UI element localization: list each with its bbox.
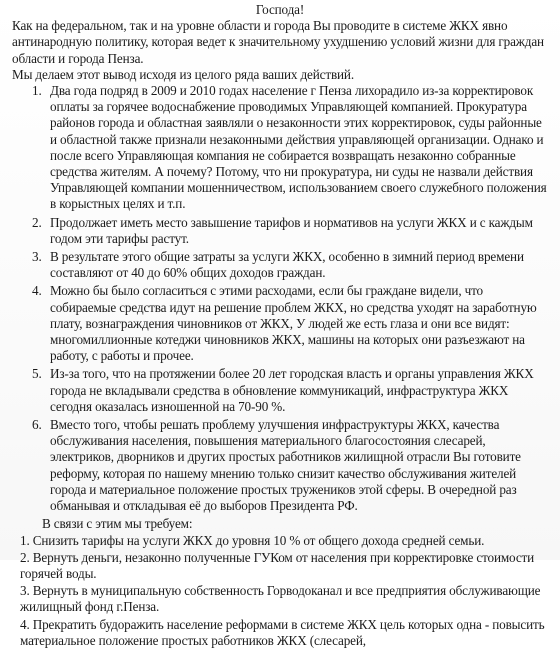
list-item-text: В результате этого общие затраты за услуги ЖКХ, особенно в зимний период времени составляют от 40 до 60% общих доходов граждан.	[50, 249, 524, 281]
list-item	[12, 83, 548, 213]
points-list	[12, 83, 548, 514]
demand-item: 1. Снизить тарифы на услуги ЖКХ до уровня 10 % от общего дохода средней семьи.	[20, 532, 485, 548]
list-item	[12, 366, 548, 415]
list-item-number: 6.	[32, 417, 42, 433]
letter-body	[12, 2, 548, 650]
demand-item: 4. Прекратить будоражить население реформами в системе ЖКХ цель которых одна - повысить материальное положение простых работников ЖКХ (слесарей,	[20, 616, 545, 648]
list-item-number: 4.	[32, 283, 42, 299]
list-item-number: 2.	[32, 214, 42, 230]
list-item-text: Вместо того, чтобы решать проблему улучшения инфраструктуры ЖКХ, качества обслуживания населения, повышения материального благосостояния слесарей, электриков, дворников и других простых работников жилищной отрасли Вы готовите реформу, которая по нашему мнению только снизит качество обслуживания жителей города и материальное положение простых тружеников этой сферы. В очередной раз обманывая и откладывая её до выборов Президента РФ.	[50, 417, 521, 514]
lead-paragraph: Мы делаем этот вывод исходя из целого ряда ваших действий.	[12, 66, 354, 82]
list-item-text: Продолжает иметь место завышение тарифов и нормативов на услуги ЖКХ и с каждым годом эти тарифы растут.	[50, 214, 533, 246]
intro-paragraph: Как на федеральном, так и на уровне области и города Вы проводите в системе ЖКХ явно антинародную политику, которая ведет к значительному ухудшению условий жизни для граждан области и города Пенза.	[12, 18, 544, 66]
list-item-number: 1.	[32, 83, 42, 99]
list-item-number: 3.	[32, 249, 42, 265]
demand-item: 2. Вернуть деньги, незаконно полученные ГУКом от населения при корректировке стоимости горячей воды.	[20, 549, 535, 581]
list-item	[12, 249, 548, 281]
letter-title: Господа!	[255, 2, 305, 17]
list-item-text: Из-за того, что на протяжении более 20 лет городская власть и органы управления ЖКХ города не вкладывали средства в обновление коммуникаций, инфраструктура ЖКХ сегодня оказалась изношенной на 70-90 %.	[50, 366, 534, 414]
list-item	[12, 417, 548, 514]
demands-heading: В связи с этим мы требуем:	[42, 516, 193, 532]
demands-list	[12, 533, 548, 649]
list-item-text: Можно бы было согласиться с этими расходами, если бы граждане видели, что собираемые средства идут на решение проблем ЖКХ, но средства уходят на заработную плату, вознаграждения чиновников от ЖКХ, У людей же есть глаза и они все видят: многомиллионные котеджи чиновников ЖКХ, машины на которых они разъезжают на работу, с работы и прочее.	[50, 283, 537, 364]
list-item	[12, 215, 548, 247]
list-item	[12, 283, 548, 364]
list-item-number: 5.	[32, 366, 42, 382]
list-item-text: Два года подряд в 2009 и 2010 годах население г Пенза лихорадило из-за корректировок оплаты за горячее водоснабжение проводимых Управляющей компанией. Прокуратура районов города и областная заявляли о незаконности этих корректировок, суды районные и областной также признали незаконными действия управляющей организации. Однако и после всего Управляющая компания не собирается возвращать незаконно собранные средства жителям. А почему? Потому, что ни прокуратура, ни суды не назвали действия Управляющей компании мошенничеством, использованием своего служебного положения в корыстных целях и т.п.	[50, 83, 547, 212]
demand-item: 3. Вернуть в муниципальную собственность Горводоканал и все предприятия обслуживающие жилищный фонд г.Пенза.	[20, 583, 541, 615]
